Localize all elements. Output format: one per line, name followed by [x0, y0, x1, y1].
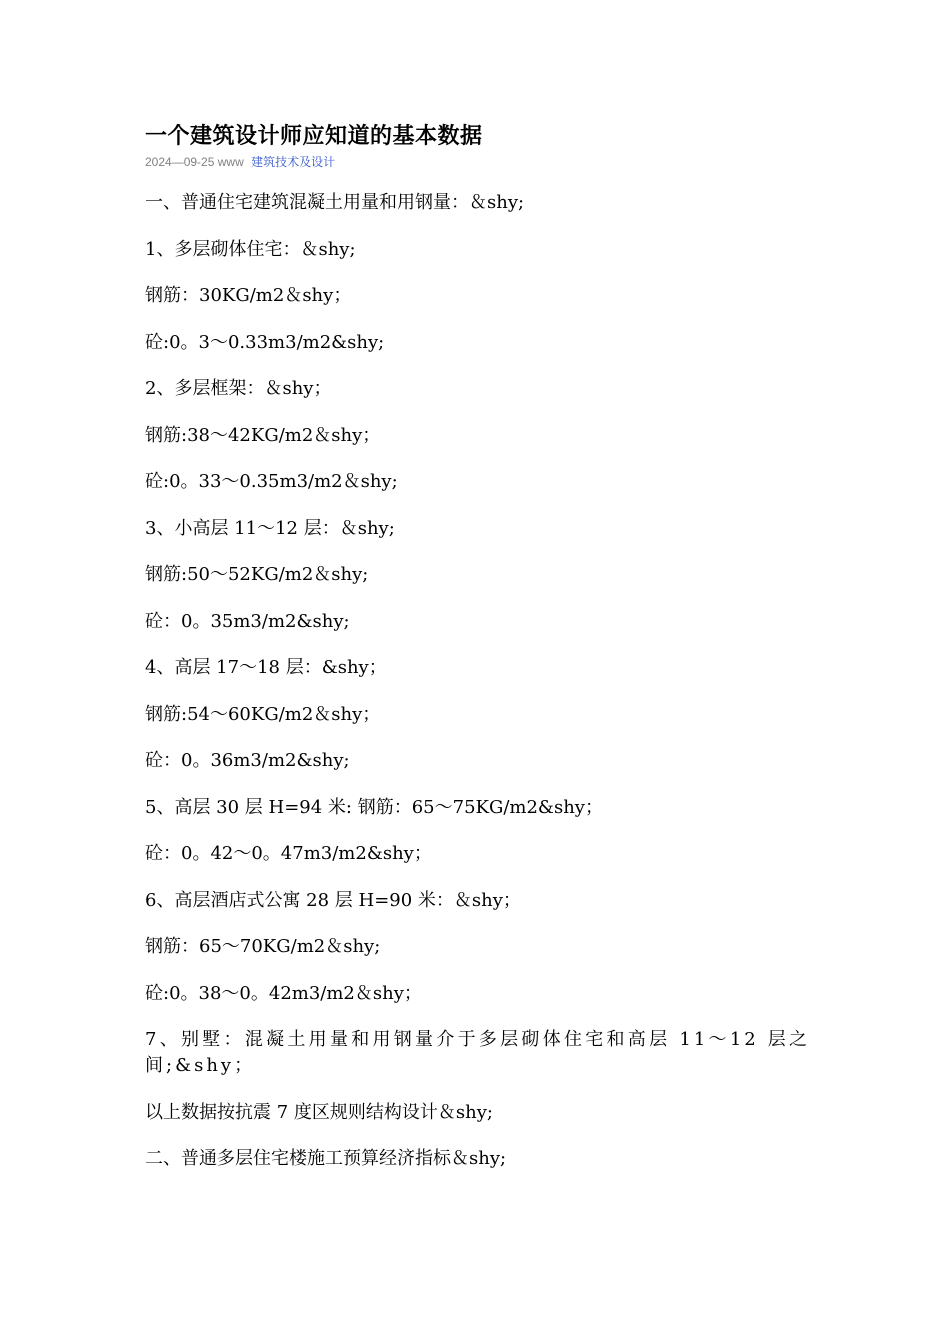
paragraph: 6、高层酒店式公寓 28 层 H=90 米：＆shy； — [145, 889, 521, 911]
article-body — [145, 190, 810, 1172]
paragraph: 砼：0。36m3/m2&shy; — [145, 750, 350, 771]
category-link[interactable]: 建筑技术及设计 — [251, 155, 336, 169]
paragraph: 7、别墅：混凝土用量和用钢量介于多层砌体住宅和高层 11～12 层之间;&shy； — [145, 1029, 810, 1076]
paragraph: 4、高层 17～18 层：&shy； — [145, 657, 387, 678]
article-date: 2024—09-25 — [145, 155, 215, 169]
paragraph: 砼:0。33～0.35m3/m2＆shy; — [145, 471, 398, 492]
paragraph: 二、普通多层住宅楼施工预算经济指标＆shy; — [145, 1148, 507, 1169]
paragraph: 钢筋：30KG/m2＆shy； — [145, 285, 352, 306]
paragraph: 砼:0。3～0.33m3/m2&shy; — [145, 331, 385, 353]
paragraph: 3、小高层 11～12 层：＆shy; — [145, 517, 395, 539]
article-meta — [145, 154, 810, 170]
paragraph: 钢筋:54～60KG/m2＆shy； — [145, 703, 381, 725]
paragraph: 钢筋:38～42KG/m2＆shy； — [145, 424, 381, 446]
paragraph: 砼：0。42～0。47m3/m2&shy； — [145, 843, 432, 864]
paragraph: 以上数据按抗震 7 度区规则结构设计＆shy; — [145, 1101, 493, 1123]
paragraph: 一、普通住宅建筑混凝土用量和用钢量：＆shy; — [145, 192, 525, 213]
article — [145, 122, 810, 1193]
paragraph: 砼：0。35m3/m2&shy; — [145, 610, 350, 632]
paragraph: 5、高层 30 层 H=94 米: 钢筋：65～75KG/m2&shy； — [145, 796, 603, 818]
paragraph: 钢筋:50～52KG/m2＆shy; — [145, 564, 369, 585]
article-title: 一个建筑设计师应知道的基本数据 — [145, 124, 483, 149]
article-source: www — [217, 155, 244, 169]
paragraph: 2、多层框架：＆shy； — [145, 378, 332, 399]
paragraph: 钢筋：65～70KG/m2＆shy; — [145, 936, 381, 957]
paragraph: 1、多层砌体住宅：＆shy; — [145, 238, 356, 260]
paragraph: 砼:0。38～0。42m3/m2＆shy； — [145, 982, 422, 1004]
